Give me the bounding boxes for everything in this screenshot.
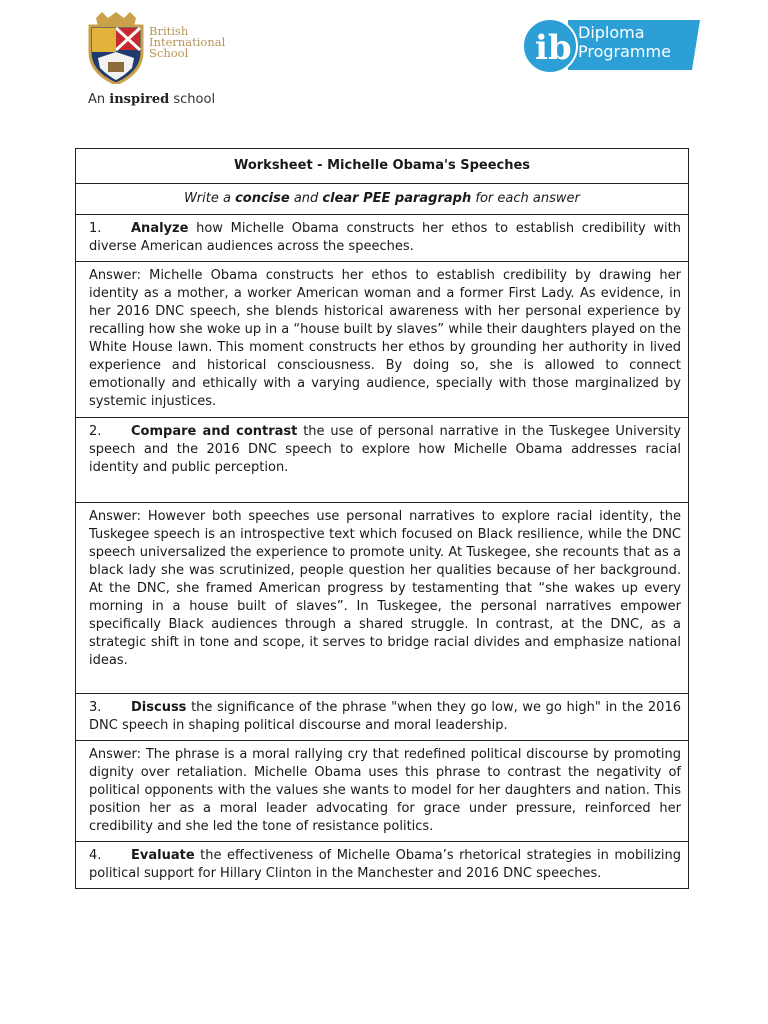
worksheet-instruction: Write a concise and clear PEE paragraph for each answer [76,184,689,215]
question-3 [76,694,689,741]
question-verb: Compare and contrast [131,424,298,439]
question-text: the use of personal narrative in the Tuskegee University speech and the 2016 DNC speech to explore how Michelle Obama addresses racial identity and public perception. [89,424,681,475]
answer-3[interactable]: Answer: The phrase is a moral rallying cry that redefined political discourse by promoting dignity over retaliation. Michelle Obama uses this phrase to contrast the negativity of political opponents with the values she wants to model for her daughters and nation. This position her as a moral leader advocating for grace under pressure, reinforced her credibility and she led the tone of resistance politics. [76,741,689,842]
ib-programme-name: Diploma Programme [578,23,671,61]
question-text: the significance of the phrase "when they go low, we go high" in the 2016 DNC speech in shaping political discourse and moral leadership. [89,700,681,733]
question-1 [76,215,689,262]
question-text: the effectiveness of Michelle Obama’s rhetorical strategies in mobilizing political support for Hillary Clinton in the Manchester and 2016 DNC speeches. [89,848,681,881]
school-logo [86,12,226,112]
school-tagline: An inspired school [88,92,216,107]
ib-diploma-logo [518,14,704,76]
question-verb: Discuss [131,700,187,715]
question-text: how Michelle Obama constructs her ethos to establish credibility with diverse American audiences across the speeches. [89,221,682,254]
worksheet-table [75,148,689,889]
school-crest-icon [86,12,146,84]
question-number: 2. [89,424,102,439]
answer-2[interactable]: Answer: However both speeches use personal narratives to explore racial identity, the Tuskegee speech is an introspective text which focused on Black resilience, while the DNC speech universalized the experience to promote unity. At Tuskegee, she recounts that as a black lady she was scrutinized, people question her qualities because of her background. At the DNC, she framed American progress by testamenting that “she wakes up every morning in a house built of slaves”. In Tuskegee, the personal narratives empower specifically Black audiences through a shared struggle. In contrast, at the DNC, as a strategic shift in tone and scope, it serves to bridge racial divides and emphasize national ideas. [76,503,689,694]
question-number: 3. [89,700,102,715]
question-verb: Evaluate [131,848,195,863]
worksheet-title: Worksheet - Michelle Obama's Speeches [76,149,689,184]
school-name: British International School [149,24,226,60]
question-4 [76,842,689,889]
svg-text:ib: ib [535,28,572,68]
question-number: 4. [89,848,102,863]
page-header [0,0,768,140]
question-verb: Analyze [131,221,189,236]
question-2 [76,418,689,503]
answer-1[interactable]: Answer: Michelle Obama constructs her ethos to establish credibility by drawing her identity as a mother, a worker American woman and a former First Lady. As evidence, in her 2016 DNC speech, she blends historical awareness with her personal experience by recalling how she woke up in a “house built by slaves” while their daughters played on the White House lawn. This moment constructs her ethos by grounding her authority in lived experience and historical consciousness. By doing so, she is allowed to connect emotionally and ethically with a varying audience, specially with those marginalized by systemic injustices. [76,262,689,418]
question-number: 1. [89,221,102,236]
